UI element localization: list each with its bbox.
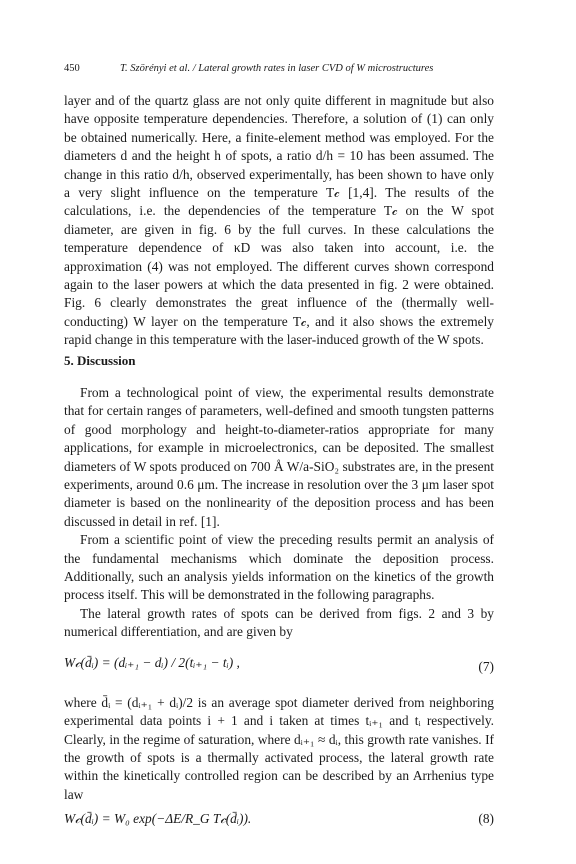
body-text-discussion <box>64 384 494 834</box>
running-title: T. Szörényi et al. / Lateral growth rates in laser CVD of W microstructures <box>120 63 434 74</box>
paragraph-lateral-growth: The lateral growth rates of spots can be derived from figs. 2 and 3 by numerical differentiation, and are given by <box>64 605 494 640</box>
equation-7-body: W𝒸(d̄ᵢ) = (dᵢ₊₁ − dᵢ) / 2(tᵢ₊₁ − tᵢ) , <box>64 654 240 670</box>
page-number: 450 <box>64 63 80 74</box>
equation-8 <box>64 808 494 830</box>
equation-7 <box>64 648 494 688</box>
paragraph-technological: From a technological point of view, the experimental results demonstrate that for certain ranges of parameters, well-defined and smooth tungsten patterns of good morphology and height-to-diameter-ratios appropriate for many applications, for example in microelectronics, can be deposited. The smallest diameters of W spots produced on 700 Å W/a-SiO₂ substrates are, in the present experiments, around 0.6 μm. The increase in resolution over the 3 μm laser spot diameter is based on the nonlinearity of the deposition process and has been discussed in detail in ref. [1]. <box>64 385 494 529</box>
body-text-top <box>64 92 494 350</box>
equation-7-number: (7) <box>478 658 494 674</box>
paragraph-scientific: From a scientific point of view the preceding results permit an analysis of the fundamental mechanisms which dominate the deposition process. Additionally, such an analysis yields information on the kinetics of the growth process itself. This will be demonstrated in the following paragraphs. <box>64 532 494 603</box>
equation-8-number: (8) <box>478 811 494 827</box>
paragraph-arrhenius: where d̄ᵢ = (dᵢ₊₁ + dᵢ)/2 is an average spot diameter derived from neighboring experimental data points i + 1 and i taken at times tᵢ₊₁ and tᵢ respectively. Clearly, in the regime of saturation, where dᵢ₊₁ ≈ dᵢ, this growth rate vanishes. If the growth of spots is a thermally activated process, the lateral growth rate within the kinetically controlled region can be described by an Arrhenius type law <box>64 694 494 802</box>
equation-8-body: W𝒸(d̄ᵢ) = W₀ exp(−ΔE/R_G T𝒸(d̄ᵢ)). <box>64 811 252 827</box>
section-heading: 5. Discussion <box>64 353 136 368</box>
paragraph-continuation: layer and of the quartz glass are not only quite different in magnitude but also have opposite temperature dependencies. Therefore, a solution of (1) can only be obtained numerically. Here, a finite-element method was employed. For the diameters d and the height h of spots, a ratio d/h = 10 has been assumed. The change in this ratio d/h, observed experimentally, has been shown to have only a very slight influence on the temperature T𝒸 [1,4]. The results of the calculations, i.e. the dependencies of the temperature T𝒸 on the W spot diameter, are given in fig. 6 by the full curves. In these calculations the temperature dependence of κD was also taken into account, i.e. the approximation (4) was not employed. The different curves shown correspond again to the laser powers at which the data presented in fig. 2 were obtained. Fig. 6 clearly demonstrates the great influence of the (thermally well-conducting) W layer on the temperature T𝒸, and it also shows the extremely rapid change in this temperature with the laser-induced growth of the W spots. <box>64 93 494 348</box>
